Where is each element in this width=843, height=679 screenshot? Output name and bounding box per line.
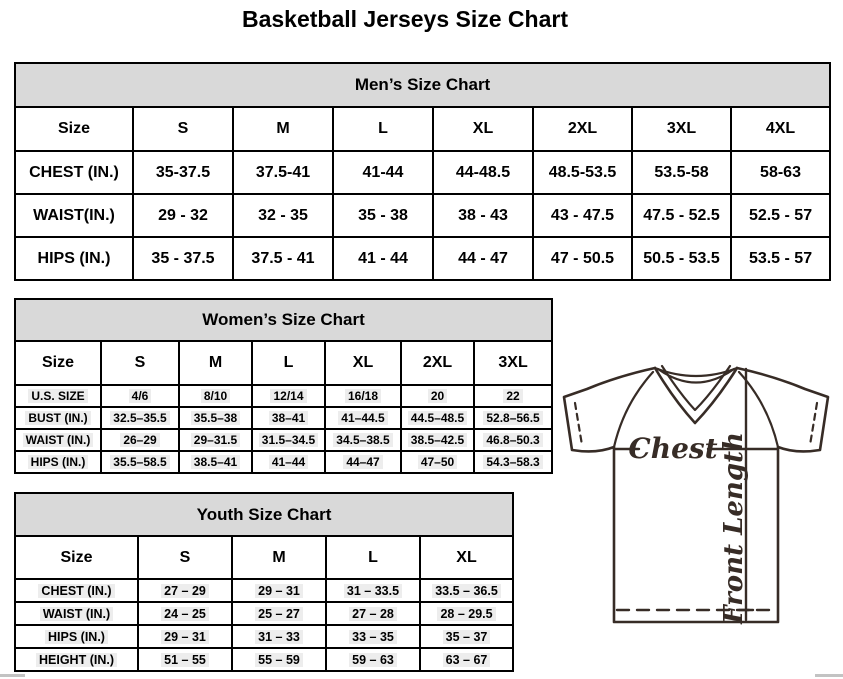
jersey-cuff-dash-left [575,403,582,445]
table-cell [232,579,326,602]
cell-text: 35.5–38 [191,411,240,425]
table-cell [401,451,474,473]
cell-text: 34.5–38.5 [333,433,392,447]
table-cell [474,385,552,407]
front-length-label: Front Length [719,432,749,624]
row-label: CHEST (IN.) [15,151,133,194]
table-row [15,407,552,429]
cell-text: 16/18 [345,389,381,403]
jersey-measurement-diagram [556,360,838,642]
cell-text: 24 – 25 [161,607,209,621]
cell-text: 32.5–35.5 [110,411,169,425]
column-header: XL [433,107,533,151]
row-label [15,385,101,407]
cell-text: 31.5–34.5 [259,433,318,447]
table-cell [252,429,325,451]
table-cell [401,429,474,451]
row-label-text: U.S. SIZE [28,389,87,403]
cell-text: 41–44 [269,455,308,469]
table-cell [101,429,179,451]
table-cell [179,407,252,429]
row-label-text: WAIST (IN.) [40,607,113,621]
scrollbar-fragment-right [815,674,843,677]
cell-text: 54.3–58.3 [483,455,542,469]
table-cell [420,579,513,602]
cell-text: 27 – 28 [349,607,397,621]
table-cell: 29 - 32 [133,194,233,237]
column-header: S [101,341,179,385]
cell-text: 35 – 37 [443,630,491,644]
cell-text: 44.5–48.5 [408,411,467,425]
table-cell [474,451,552,473]
table-row [15,451,552,473]
cell-text: 29 – 31 [161,630,209,644]
cell-text: 28 – 29.5 [437,607,495,621]
jersey-outline [564,368,828,622]
row-label [15,451,101,473]
mens-chart-title: Men’s Size Chart [15,63,830,107]
column-header: XL [420,536,513,579]
row-label [15,625,138,648]
table-cell [474,407,552,429]
cell-text: 33.5 – 36.5 [432,584,501,598]
row-label [15,648,138,671]
table-cell [326,648,420,671]
cell-text: 55 – 59 [255,653,303,667]
table-cell: 44 - 47 [433,237,533,280]
table-cell [420,648,513,671]
table-cell: 35 - 38 [333,194,433,237]
column-header: M [232,536,326,579]
cell-text: 63 – 67 [443,653,491,667]
table-row [15,429,552,451]
table-cell: 35-37.5 [133,151,233,194]
table-row [15,151,830,194]
cell-text: 46.8–50.3 [483,433,542,447]
table-cell [252,385,325,407]
column-header: M [179,341,252,385]
table-cell: 50.5 - 53.5 [632,237,731,280]
table-cell [325,451,401,473]
column-header: 2XL [401,341,474,385]
table-cell: 37.5 - 41 [233,237,333,280]
cell-text: 22 [503,389,522,403]
column-header: 3XL [474,341,552,385]
table-cell: 35 - 37.5 [133,237,233,280]
table-cell [101,407,179,429]
table-cell [326,579,420,602]
table-cell [401,385,474,407]
row-label: WAIST(IN.) [15,194,133,237]
cell-text: 47–50 [418,455,457,469]
cell-text: 29 – 31 [255,584,303,598]
table-cell: 41-44 [333,151,433,194]
table-cell: 47.5 - 52.5 [632,194,731,237]
column-header: XL [325,341,401,385]
column-header: 2XL [533,107,632,151]
table-cell: 32 - 35 [233,194,333,237]
table-cell [325,407,401,429]
column-header: L [333,107,433,151]
table-cell: 53.5 - 57 [731,237,830,280]
cell-text: 8/10 [201,389,230,403]
table-cell [420,625,513,648]
table-cell [252,451,325,473]
row-label [15,429,101,451]
cell-text: 38.5–41 [191,455,240,469]
cell-text: 27 – 29 [161,584,209,598]
cell-text: 20 [428,389,447,403]
column-header: S [138,536,232,579]
jersey-diagram-svg [556,360,838,642]
table-cell [138,602,232,625]
table-cell: 48.5-53.5 [533,151,632,194]
chest-label: Chest [628,432,718,465]
youth-chart-title: Youth Size Chart [15,493,513,536]
row-label [15,602,138,625]
column-header: L [326,536,420,579]
table-row [15,237,830,280]
scrollbar-fragment-left [0,674,25,677]
table-cell [179,451,252,473]
cell-text: 12/14 [270,389,306,403]
jersey-cuff-dash-right [810,403,817,445]
table-row [15,579,513,602]
table-row [15,648,513,671]
cell-text: 29–31.5 [191,433,240,447]
table-cell: 58-63 [731,151,830,194]
cell-text: 52.8–56.5 [483,411,542,425]
column-header: M [233,107,333,151]
cell-text: 26–29 [120,433,159,447]
table-cell: 47 - 50.5 [533,237,632,280]
table-cell [326,602,420,625]
cell-text: 35.5–58.5 [110,455,169,469]
table-cell [474,429,552,451]
column-header: 3XL [632,107,731,151]
womens-chart-title: Women’s Size Chart [15,299,552,341]
cell-text: 38.5–42.5 [408,433,467,447]
table-cell [232,602,326,625]
table-cell: 44-48.5 [433,151,533,194]
mens-size-chart-table [14,62,831,281]
table-cell [232,648,326,671]
table-cell: 43 - 47.5 [533,194,632,237]
table-cell: 52.5 - 57 [731,194,830,237]
table-cell: 53.5-58 [632,151,731,194]
column-header: Size [15,107,133,151]
table-cell [138,625,232,648]
column-header: S [133,107,233,151]
table-cell [138,579,232,602]
row-label-text: BUST (IN.) [25,411,90,425]
table-cell [325,385,401,407]
table-cell [179,385,252,407]
cell-text: 51 – 55 [161,653,209,667]
row-label-text: HIPS (IN.) [45,630,108,644]
cell-text: 41–44.5 [338,411,387,425]
table-row [15,385,552,407]
table-cell [101,385,179,407]
row-label-text: CHEST (IN.) [38,584,114,598]
cell-text: 33 – 35 [349,630,397,644]
table-cell [401,407,474,429]
table-cell [325,429,401,451]
youth-size-chart-table [14,492,514,672]
table-cell: 37.5-41 [233,151,333,194]
row-label-text: HIPS (IN.) [28,455,89,469]
table-cell [420,602,513,625]
table-row [15,625,513,648]
table-cell [179,429,252,451]
column-header: L [252,341,325,385]
row-label [15,579,138,602]
table-cell [252,407,325,429]
table-row [15,602,513,625]
row-label: HIPS (IN.) [15,237,133,280]
cell-text: 25 – 27 [255,607,303,621]
cell-text: 38–41 [269,411,308,425]
table-cell: 41 - 44 [333,237,433,280]
table-cell [101,451,179,473]
table-row [15,194,830,237]
column-header: Size [15,536,138,579]
table-cell: 38 - 43 [433,194,533,237]
row-label [15,407,101,429]
table-cell [232,625,326,648]
page-title: Basketball Jerseys Size Chart [241,6,568,32]
cell-text: 59 – 63 [349,653,397,667]
row-label-text: WAIST (IN.) [23,433,94,447]
womens-size-chart-table [14,298,553,474]
cell-text: 31 – 33 [255,630,303,644]
table-cell [326,625,420,648]
table-cell [138,648,232,671]
cell-text: 4/6 [129,389,152,403]
cell-text: 44–47 [343,455,382,469]
row-label-text: HEIGHT (IN.) [36,653,117,667]
column-header: 4XL [731,107,830,151]
cell-text: 31 – 33.5 [344,584,402,598]
column-header: Size [15,341,101,385]
